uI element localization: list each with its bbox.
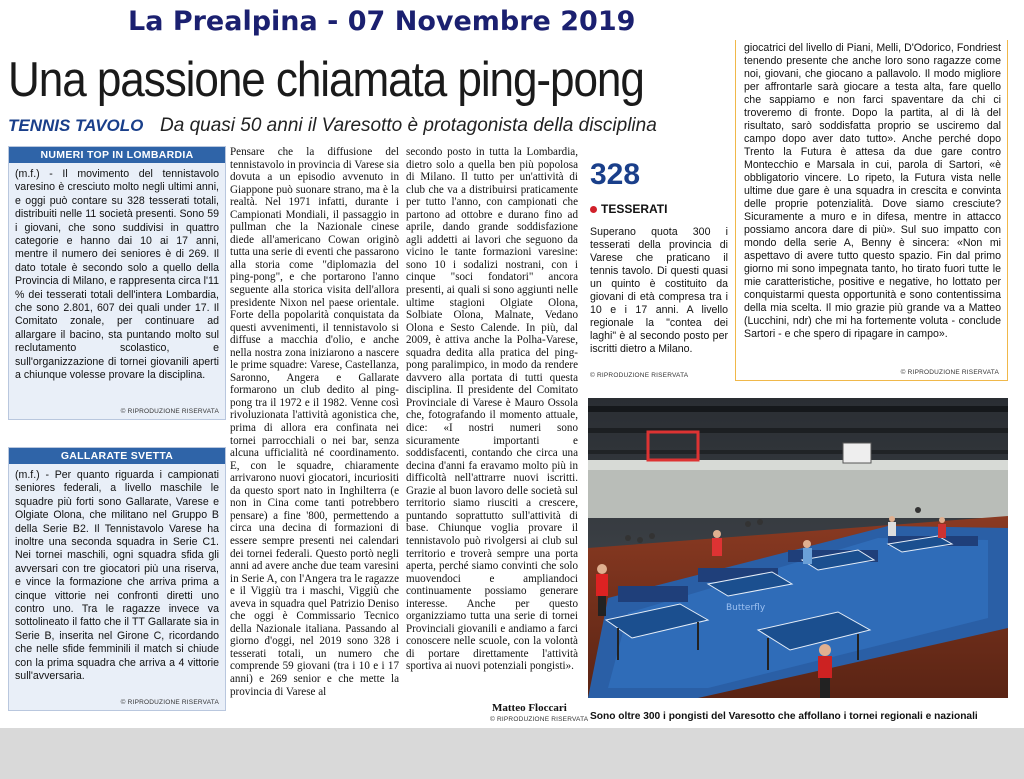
box-rights: © RIPRODUZIONE RISERVATA [120,699,219,706]
article-text-col2: secondo posto in tutta la Lombardia, dietro solo a quella ben più popolosa di Milano. Il tutto per un'attività di club che va a distribuirsi praticamente per tutto l'anno, con campionati che partono ad ottobre e durano fino ad aprile, dando grande soddisfazione agli addetti ai lavori che seguono da vicino le tante formazioni varesine: sono 10 i sodalizi nostrani, con i cinque "soci fondatori" ancora presenti, ai quali si sono aggiunti nelle ultime stagioni Olgiate Olona, Solbiate Olona, Malnate, Vedano Olona e Sesto Calende. In più, dal 2009, è attiva anche la Polha-Varese, squadra dedita alla pratica del ping-pong paralimpico, in modo da rendere davvero alla portata di tutti questa disciplina. Il presidente del Comitato Provinciale di Varese è Mauro Ossola che, fotografando il momento attuale, dice: «I nostri numeri sono sicuramente importanti e soddisfacenti, contando che circa una decina d'anni fa eravamo molto più in difficoltà nell'attrarre nuovi iscritti. Grazie al buon lavoro delle società sul territorio siamo riusciti a crescere, puntando soprattutto sull'attività di base. Chiunque voglia provare il tennistavolo può rivolgersi ai club sul territorio e troverà sempre una porta aperta, perché siamo convinti che solo muovendoci e ampliandoci continuamente possiamo generare interesse. Anche per questo organizziamo tutta una serie di tornei Provinciali giovanili e andiamo a farci conoscere nelle scuole, con la volontà di portare direttamente l'attività sportiva ai nuovi potenziali pongisti». [406,146,578,673]
stat-number: 328 [590,158,641,191]
stat-rights: © RIPRODUZIONE RISERVATA [590,372,689,379]
side-article-box [735,40,1008,381]
stat-label-row [590,202,667,216]
box-text: (m.f.) - Il movimento del tennistavolo varesino è cresciuto molto negli ultimi anni, e oggi può contare su 328 tesserati totali, distribuiti nelle 11 società presenti. Sono 59 i giovani, che sono suddivisi in quattro categorie e hanno dai 10 ai 17 anni, mentre il numero dei seniores è di 269. Il dato totale è secondo solo a quello della Provincia di Milano, e rappresenta circa l'11 % dei tesserati totali dell'intera Lombardia, che sono 2.801, 607 dei quali under 17. Il Comitato zonale, per continuare ad allargare il bacino, sta puntando molto sul reclutamento scolastico, e sull'organizzazione di tornei giovanili aperti a chiunque volesse provare la disciplina. [15,168,219,382]
article-rights: © RIPRODUZIONE RISERVATA [490,716,589,723]
box-title: GALLARATE SVETTA [9,448,225,464]
box-title: NUMERI TOP IN LOMBARDIA [9,147,225,163]
box-text: (m.f.) - Per quanto riguarda i campionati seniores federali, a livello maschile le squadre più forti sono Gallarate, Varese e Olgiate Olona, che militano nel Gruppo B della Serie B2. Il Tennistavolo Varese ha inoltre una seconda squadra in Serie C1. Nei tornei maschili, ogni squadra sfida gli avversari con tre giocatori più una riserva, e vince la formazione che arriva prima a cinque vittorie nei confronti diretti uno contro uno. Tra le ragazze invece va sottolineato il fatto che il TT Gallarate sia in Serie B, inserita nel Girone C, ricordando che nelle sfide femminili il match si chiude con la prima squadra che arriva a 4 vittorie sull'avversaria. [15,469,219,683]
red-dot-icon [590,206,597,213]
masthead: La Prealpina - 07 Novembre 2019 [128,6,636,37]
photo-banner-text: Butterfly [726,603,766,613]
photo-caption: Sono oltre 300 i pongisti del Varesotto che affollano i tornei regionali e nazionali [590,711,978,722]
article-text-col1: Pensare che la diffusione del tennistavolo in provincia di Varese sia dovuta a un episodio avvenuto in Giappone può suonare strano, ma è la realtà. Nel 1971 infatti, durante i Campionati Mondiali, il passaggio in pullman che la Nazionale cinese diede all'americano Cowan originò tutta una serie di eventi che passarono alla storia come "diplomazia del ping-pong", e che portarono l'anno seguente alla storica visita dell'allora presidente Nixon nel paese orientale. Forte della popolarità conquistata da questi avvenimenti, il tennistavolo si diffuse a macchia d'olio, e anche nella nostra zona iniziarono a nascere le prime squadre: Varese, Castellanza, Saronno, Angera e Gallarate formarono un club dedito al ping-pong tra il 1972 e il 1982. Venne così rivoluzionata l'attività agonistica che, prima di allora era confinata nei tornei parrocchiali o nei bar, senza alcuna ufficialità né coordinamento. E, con le squadre, chiaramente arrivarono nuovi giocatori, incuriositi da questo sport nato in Inghilterra (e non in Cina come tanti potrebbero pensare) a fine '800, permettendo a circa una decina di formazioni di essere sempre presenti nei calendari dei tornei federali. Questo portò negli anni ad avere anche due team varesini in Serie A, con l'Angera tra le ragazze e il Viggiù tra i maschi, Viggiù che aveva in squadra quel Patrizio Deniso che oggi è Commissario Tecnico della Nazionale italiana. Passando al giorno d'oggi, nel 2019 sono 328 i tesserati totali, un numero che comprende 59 giovani (tra i 10 e i 17 anni) e 269 senior e che mette la provincia di Varese al [230,146,399,698]
headline: Una passione chiamata ping-pong [8,53,644,107]
article-author: Matteo Floccari [492,702,567,714]
subhead: Da quasi 50 anni il Varesotto è protagonista della disciplina [160,115,657,136]
side-article-text: giocatrici del livello di Piani, Melli, D'Odorico, Fondriest tenendo presente che anche loro sono ragazze come noi, giovani, che giocano a pallavolo. Il modo migliore per affrontarle sarà giocare a testa alta, fare quello che sappiamo e non farci spaventare da chi ci troveremo di fronte. Dopo la partita, al di là del risultato, sarò soddisfatta proprio se usciremo dal campo dopo aver dato tutto». Anche perché dopo Trento la Futura è attesa da due gare contro Montecchio e Marsala in cui, parola di Sartori, «è obbligatorio vincere. Lo ripeto, la Futura vista nelle ultime due gare è una squadra in crescita e convinta delle proprie potenzialità. Dove siamo cresciute? Sicuramente a muro e in difesa, mentre in attacco possiamo ancora dare di più». Sul suo impatto con mondo della serie A, Benny è sincera: «Non mi aspettavo di avere tutto questo spazio. Fin dal primo giorno mi sono impegnata tanto, ho tirato fuori tutte le mie caratteristiche, positive e negative, ho lottato per conquistarmi questa opportunità e sono contentissima della mia scelta. Il mio grazie più grande va a Matteo (Lucchini, ndr) che mi ha fortemente voluta - conclude Sartori - e che spero di ripagare in campo». [744,42,1001,340]
stat-text: Superano quota 300 i tesserati della provincia di Varese che praticano il tennis tavolo. Di questi quasi un quinto è costituito da giovani di età compresa tra i 10 e i 17 anni. A livello regionale la "contea dei laghi" è al secondo posto per iscritti dietro a Milano. [590,226,728,355]
kicker: TENNIS TAVOLO [8,116,144,135]
page-bottom-band [0,728,1024,779]
sidebar-box-gallarate [8,447,226,711]
side-article-rights: © RIPRODUZIONE RISERVATA [900,369,999,376]
article-column-1 [230,146,399,726]
photo-sports-hall [588,398,1008,698]
photo-image [588,398,1008,698]
sidebar-box-numeri [8,146,226,420]
stat-label: TESSERATI [601,202,668,216]
box-rights: © RIPRODUZIONE RISERVATA [120,408,219,415]
article-column-2 [406,146,578,696]
